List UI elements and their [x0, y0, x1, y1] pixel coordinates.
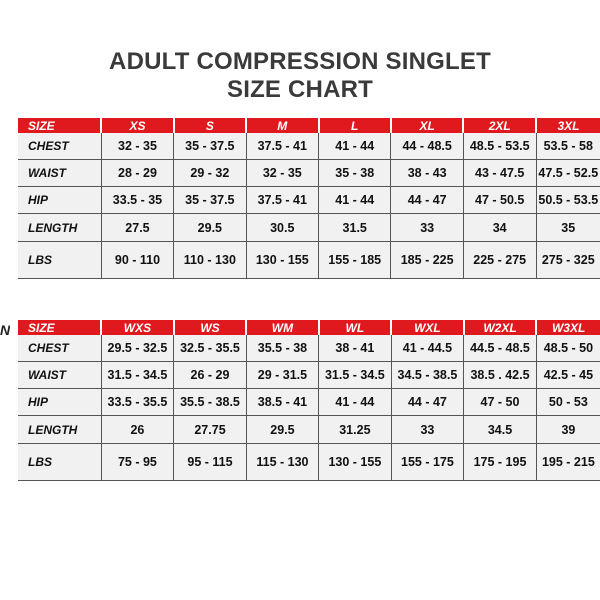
table-cell: 41 - 44 [319, 389, 392, 416]
header-cell: L [319, 118, 391, 133]
table-cell: 29.5 [246, 416, 318, 444]
table-cell: 41 - 44 [319, 133, 391, 160]
table-cell: 115 - 130 [246, 444, 318, 481]
header-cell: WXS [101, 320, 174, 335]
table-cell: 35.5 - 38 [246, 335, 318, 362]
table-cell: 35 - 37.5 [174, 133, 246, 160]
table-cell: 32 - 35 [246, 160, 318, 187]
table-cell: 31.5 - 34.5 [319, 362, 392, 389]
row-label: LBS [18, 242, 101, 279]
table-cell: 26 [101, 416, 174, 444]
header-cell: XS [101, 118, 173, 133]
table-cell: 28 - 29 [101, 160, 173, 187]
table-cell: 39 [536, 416, 600, 444]
table-cell: 33.5 - 35 [101, 187, 173, 214]
table-row [18, 444, 600, 481]
table-cell: 31.5 - 34.5 [101, 362, 174, 389]
table-cell: 185 - 225 [391, 242, 463, 279]
table-cell: 27.5 [101, 214, 173, 242]
table-cell: 41 - 44.5 [391, 335, 464, 362]
table-row [18, 214, 600, 242]
table-cell: 38.5 - 41 [246, 389, 318, 416]
row-label: WAIST [18, 362, 101, 389]
table-cell: 34.5 - 38.5 [391, 362, 464, 389]
table-cell: 95 - 115 [174, 444, 247, 481]
table-cell: 47.5 - 52.5 [536, 160, 600, 187]
table-cell: 75 - 95 [101, 444, 174, 481]
header-cell: WS [174, 320, 247, 335]
table-cell: 130 - 155 [319, 444, 392, 481]
table-cell: 47 - 50.5 [463, 187, 536, 214]
table-cell: 33 [391, 214, 463, 242]
table-row [18, 187, 600, 214]
table-cell: 37.5 - 41 [246, 133, 318, 160]
table-cell: 35 [536, 214, 600, 242]
table-cell: 195 - 215 [536, 444, 600, 481]
table-row [18, 389, 600, 416]
table-cell: 50 - 53 [536, 389, 600, 416]
row-label: CHEST [18, 335, 101, 362]
header-cell: M [246, 118, 318, 133]
table-cell: 275 - 325 [536, 242, 600, 279]
women-size-table [18, 320, 600, 481]
table-cell: 34.5 [464, 416, 537, 444]
table-cell: 48.5 - 50 [536, 335, 600, 362]
table-cell: 44 - 47 [391, 187, 463, 214]
table-cell: 38.5 . 42.5 [464, 362, 537, 389]
header-cell: WXL [391, 320, 464, 335]
table-cell: 50.5 - 53.5 [536, 187, 600, 214]
header-cell: SIZE [18, 320, 101, 335]
table-cell: 175 - 195 [464, 444, 537, 481]
table-cell: 26 - 29 [174, 362, 247, 389]
table-cell: 53.5 - 58 [536, 133, 600, 160]
table-cell: 29.5 [174, 214, 246, 242]
table-cell: 43 - 47.5 [463, 160, 536, 187]
table-cell: 33 [391, 416, 464, 444]
header-cell: WL [319, 320, 392, 335]
row-label: HIP [18, 187, 101, 214]
row-label: WAIST [18, 160, 101, 187]
header-cell: SIZE [18, 118, 101, 133]
table-cell: 48.5 - 53.5 [463, 133, 536, 160]
header-cell: W2XL [464, 320, 537, 335]
table-cell: 37.5 - 41 [246, 187, 318, 214]
row-label: HIP [18, 389, 101, 416]
row-label: CHEST [18, 133, 101, 160]
table-header-row [18, 118, 600, 133]
row-label: LENGTH [18, 416, 101, 444]
table-cell: 32.5 - 35.5 [174, 335, 247, 362]
table-cell: 47 - 50 [464, 389, 537, 416]
table-cell: 34 [463, 214, 536, 242]
table-cell: 38 - 43 [391, 160, 463, 187]
table-header-row [18, 320, 600, 335]
table-cell: 29 - 32 [174, 160, 246, 187]
header-cell: WM [246, 320, 318, 335]
table-cell: 35 - 37.5 [174, 187, 246, 214]
table-cell: 155 - 175 [391, 444, 464, 481]
table-cell: 29 - 31.5 [246, 362, 318, 389]
table-row [18, 133, 600, 160]
table-row [18, 160, 600, 187]
table-cell: 27.75 [174, 416, 247, 444]
table-row [18, 362, 600, 389]
table-cell: 130 - 155 [246, 242, 318, 279]
table-cell: 33.5 - 35.5 [101, 389, 174, 416]
cropped-side-label: N [0, 322, 10, 338]
table-cell: 35 - 38 [319, 160, 391, 187]
table-cell: 44 - 47 [391, 389, 464, 416]
table-cell: 90 - 110 [101, 242, 173, 279]
table-cell: 32 - 35 [101, 133, 173, 160]
header-cell: W3XL [536, 320, 600, 335]
table-cell: 44 - 48.5 [391, 133, 463, 160]
header-cell: 2XL [463, 118, 536, 133]
table-row [18, 416, 600, 444]
table-cell: 42.5 - 45 [536, 362, 600, 389]
table-cell: 35.5 - 38.5 [174, 389, 247, 416]
table-row [18, 242, 600, 279]
table-cell: 31.5 [319, 214, 391, 242]
header-cell: XL [391, 118, 463, 133]
table-cell: 110 - 130 [174, 242, 246, 279]
table-cell: 31.25 [319, 416, 392, 444]
header-cell: S [174, 118, 246, 133]
row-label: LENGTH [18, 214, 101, 242]
table-row [18, 335, 600, 362]
table-cell: 29.5 - 32.5 [101, 335, 174, 362]
table-cell: 38 - 41 [319, 335, 392, 362]
table-cell: 44.5 - 48.5 [464, 335, 537, 362]
header-cell: 3XL [536, 118, 600, 133]
table-cell: 30.5 [246, 214, 318, 242]
table-cell: 225 - 275 [463, 242, 536, 279]
table-cell: 41 - 44 [319, 187, 391, 214]
adult-size-table [18, 118, 600, 279]
chart-subtitle: SIZE CHART [227, 76, 373, 103]
table-cell: 155 - 185 [319, 242, 391, 279]
chart-title: ADULT COMPRESSION SINGLET [109, 48, 491, 75]
row-label: LBS [18, 444, 101, 481]
